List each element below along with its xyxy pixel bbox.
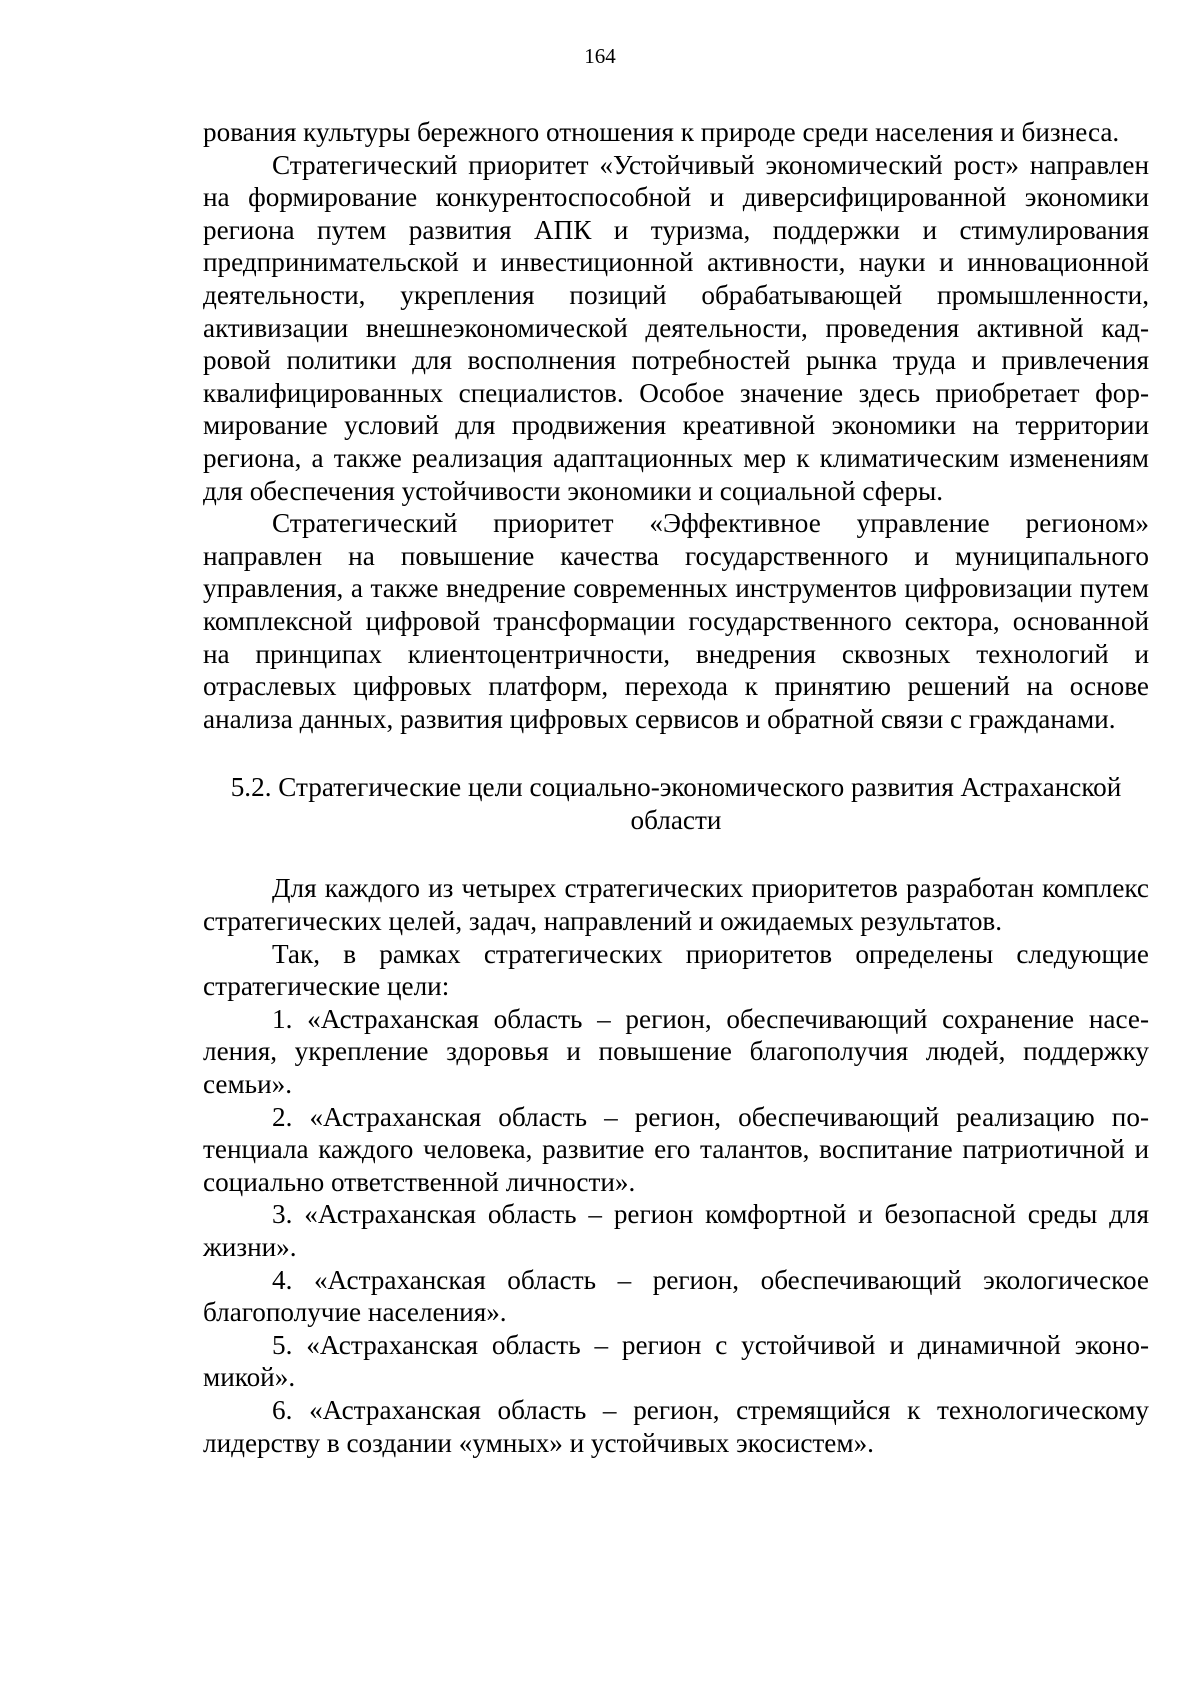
body-text	[203, 116, 1149, 1459]
section-heading	[203, 771, 1149, 836]
section-heading-line1: 5.2. Стратегические цели социально-экономического развития Астраханской	[230, 772, 1122, 803]
list-item-goal-4: 4. «Астраханская область – регион, обеспечивающий экологическое благополучие населения».	[203, 1264, 1149, 1328]
paragraph-goals-lead: Так, в рамках стратегических приоритетов определены следующие стратегические цели:	[203, 938, 1149, 1002]
page-number: 164	[584, 44, 616, 68]
paragraph-priority-growth: Стратегический приоритет «Устойчивый экономический рост» направлен на формирование конкурентоспособной и диверсифицированной экономики региона путем развития АПК и туризма, поддержки и стимулирования предпринимательской и инвестиционной активности, науки и инновационной деятельности, укрепления позиций обрабатывающей промышленности, активизации внешнеэкономической деятельности, проведения активной кадровой политики для восполнения потребностей рынка труда и привлечения квалифицированных специалистов. Особое значение здесь приобретает формирование условий для продвижения креативной экономики на территории региона, а также реализация адаптационных мер к климатическим изменениям для обеспечения устойчивости экономики и социальной сферы.	[203, 149, 1149, 506]
paragraph-continuation: рования культуры бережного отношения к природе среди населения и бизнеса.	[203, 117, 1120, 147]
list-item-goal-1: 1. «Астраханская область – регион, обеспечивающий сохранение населения, укрепление здоровья и повышение благополучия людей, поддержку семьи».	[203, 1003, 1149, 1100]
list-item-goal-2: 2. «Астраханская область – регион, обеспечивающий реализацию потенциала каждого человека, развитие его талантов, воспитание патриотичной и социально ответственной личности».	[203, 1101, 1149, 1197]
list-item-goal-3: 3. «Астраханская область – регион комфортной и безопасной среды для жизни».	[203, 1199, 1149, 1262]
paragraph-intro: Для каждого из четырех стратегических приоритетов разработан комплекс стратегических целей, задач, направлений и ожидаемых результатов.	[203, 873, 1149, 937]
list-item-goal-6: 6. «Астраханская область – регион, стремящийся к технологическому лидерству в создании «умных» и устойчивых экосистем».	[203, 1394, 1149, 1458]
list-item-goal-5: 5. «Астраханская область – регион с устойчивой и динамичной экономикой».	[203, 1329, 1149, 1393]
paragraph-priority-governance: Стратегический приоритет «Эффективное управление регионом» направлен на повышение качества государственного и муниципального управления, а также внедрение современных инструментов цифровизации путем комплексной цифровой трансформации государственного сектора, основанной на принципах клиентоцентричности, внедрения сквозных технологий и отраслевых цифровых платформ, перехода к принятию решений на основе анализа данных, развития цифровых сервисов и обратной связи с гражданами.	[203, 508, 1149, 734]
section-heading-line2: области	[630, 804, 722, 835]
